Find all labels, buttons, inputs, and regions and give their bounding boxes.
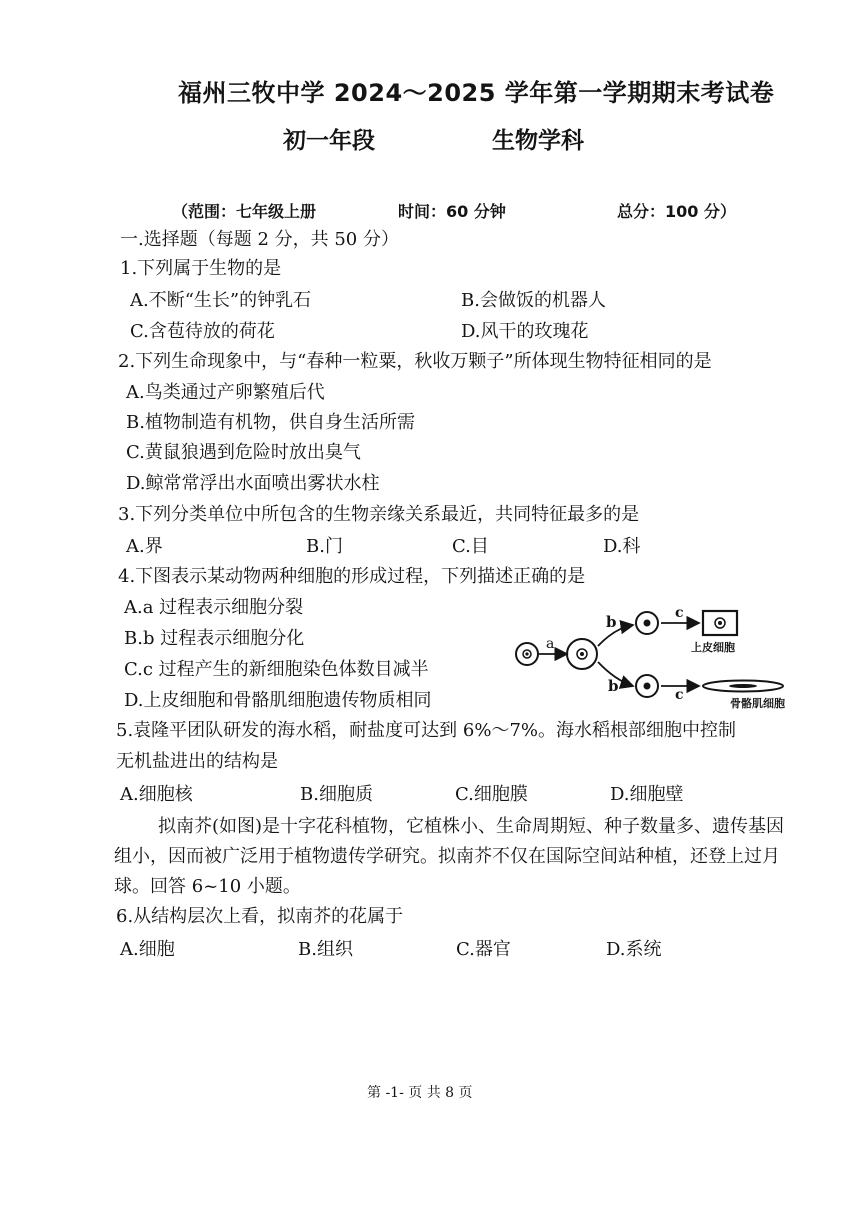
- exam-title: 福州三牧中学 2024～2025 学年第一学期期末考试卷: [178, 79, 775, 107]
- epithelial-cell: [703, 611, 737, 635]
- question-2-option-c: C.黄鼠狼遇到危险时放出臭气: [126, 442, 361, 463]
- grade-label: 初一年段: [283, 128, 375, 154]
- original-cell: [516, 643, 538, 665]
- section-heading: 一.选择题（每题 2 分，共 50 分）: [120, 229, 399, 250]
- question-5-option-c: C.细胞膜: [455, 784, 528, 805]
- question-4-stem: 4.下图表示某动物两种细胞的形成过程，下列描述正确的是: [118, 566, 586, 587]
- question-1-option-c: C.含苞待放的荷花: [130, 321, 275, 342]
- question-4-option-c: C.c 过程产生的新细胞染色体数目减半: [124, 659, 429, 680]
- skeletal-muscle-cell: [703, 681, 783, 692]
- question-6-option-c: C.器官: [456, 939, 511, 960]
- question-5-option-a: A.细胞核: [120, 784, 193, 805]
- question-3-option-b: B.门: [306, 536, 343, 557]
- question-2-option-d: D.鲸常常浮出水面喷出雾状水柱: [126, 473, 380, 494]
- cell-formation-diagram: [505, 600, 795, 722]
- epithelial-cell-label: 上皮细胞: [691, 641, 735, 654]
- question-2-option-a: A.鸟类通过产卵繁殖后代: [126, 382, 325, 403]
- question-3-stem: 3.下列分类单位中所包含的生物亲缘关系最近，共同特征最多的是: [118, 504, 640, 525]
- label-b-bottom: b: [608, 677, 619, 695]
- question-3-option-d: D.科: [603, 536, 641, 557]
- question-1-stem: 1.下列属于生物的是: [120, 258, 282, 279]
- question-1-option-b: B.会做饭的机器人: [461, 290, 606, 311]
- skeletal-muscle-cell-label: 骨骼肌细胞: [730, 697, 785, 710]
- question-5-stem-line2: 无机盐进出的结构是: [116, 751, 278, 772]
- label-a: a: [546, 636, 555, 652]
- question-6-option-b: B.组织: [298, 939, 353, 960]
- question-6-option-a: A.细胞: [120, 939, 175, 960]
- question-2-option-b: B.植物制造有机物，供自身生活所需: [126, 412, 415, 433]
- total-score-info: 总分：100 分）: [617, 202, 736, 221]
- question-1-option-a: A.不断“生长”的钟乳石: [130, 290, 312, 311]
- question-4-option-a: A.a 过程表示细胞分裂: [124, 597, 304, 618]
- label-c-bottom: c: [675, 687, 684, 703]
- grown-cell: [567, 639, 597, 669]
- question-4-option-b: B.b 过程表示细胞分化: [124, 628, 305, 649]
- reading-passage: 拟南芥(如图)是十字花科植物，它植株小、生命周期短、种子数量多、遗传基因组小，因而被广泛用于植物遗传学研究。拟南芥不仅在国际空间站种植，还登上过月球。回答 6~10 小题。: [114, 816, 785, 897]
- question-5-option-b: B.细胞质: [300, 784, 373, 805]
- page-number-footer: 第 -1- 页 共 8 页: [367, 1085, 473, 1101]
- label-c-top: c: [675, 605, 684, 621]
- label-b-top: b: [606, 613, 617, 631]
- divided-cell-bottom: [636, 675, 658, 697]
- divided-cell-top: [636, 612, 658, 634]
- question-3-option-a: A.界: [126, 536, 163, 557]
- question-5-stem-line1: 5.袁隆平团队研发的海水稻，耐盐度可达到 6%～7%。海水稻根部细胞中控制: [116, 720, 737, 741]
- question-4-option-d: D.上皮细胞和骨骼肌细胞遗传物质相同: [124, 690, 432, 711]
- subject-label: 生物学科: [492, 128, 584, 154]
- time-info: 时间：60 分钟: [398, 202, 506, 221]
- scope-info: （范围：七年级上册: [172, 202, 317, 221]
- question-6-option-d: D.系统: [606, 939, 662, 960]
- question-6-stem: 6.从结构层次上看，拟南芥的花属于: [116, 906, 404, 927]
- question-5-option-d: D.细胞壁: [610, 784, 684, 805]
- question-1-option-d: D.风干的玫瑰花: [461, 321, 589, 342]
- question-2-stem: 2.下列生命现象中，与“春种一粒粟，秋收万颗子”所体现生物特征相同的是: [118, 351, 712, 372]
- question-3-option-c: C.目: [452, 536, 489, 557]
